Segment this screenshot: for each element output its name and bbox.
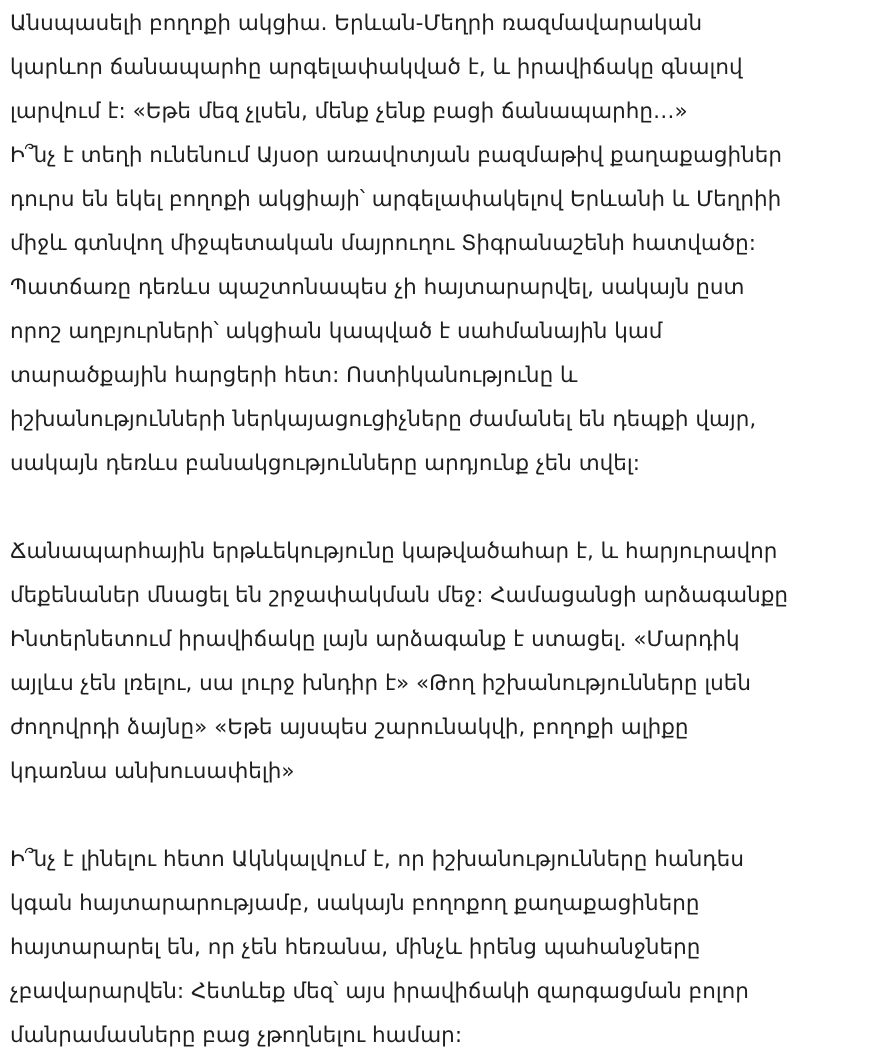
text-line: Ի՞նչ է լինելու հետո Ակնկալվում է, որ իշխանությունները հանդես <box>10 847 744 872</box>
text-line: միջև գտնվող միջպետական մայրուղու Տիգրանաշենի հատվածը: <box>10 231 757 256</box>
text-line: դուրս են եկել բողոքի ակցիայի՝ արգելափակելով Երևանի և Մեղրիի <box>10 187 782 212</box>
text-line: այլևս չեն լռելու, սա լուրջ խնդիր է» «Թող իշխանությունները լսեն <box>10 671 752 696</box>
text-line: կգան հայտարարությամբ, սակայն բողոքող քաղաքացիները <box>10 891 700 916</box>
text-line: ժողովրդի ձայնը» «Եթե այսպես շարունակվի, բողոքի ալիքը <box>10 715 689 740</box>
article-body <box>10 2 872 1058</box>
text-line: Ճանապարհային երթևեկությունը կաթվածահար է, և հարյուրավոր <box>10 539 778 564</box>
text-line: Անսպասելի բողոքի ակցիա. Երևան-Մեղրի ռազմավարական <box>10 11 703 36</box>
paragraph-traffic-reaction <box>10 530 872 794</box>
text-line: որոշ աղբյուրների՝ ակցիան կապված է սահմանային կամ <box>10 319 663 344</box>
text-line: կարևոր ճանապարհը արգելափակված է, և իրավիճակը գնալով <box>10 55 743 80</box>
paragraph-spacer <box>10 794 872 838</box>
text-line: հայտարարել են, որ չեն հեռանա, մինչև իրենց պահանջները <box>10 935 701 960</box>
text-line: սակայն դեռևս բանակցությունները արդյունք չեն տվել: <box>10 451 640 476</box>
text-line: իշխանությունների ներկայացուցիչները ժամանել են դեպքի վայր, <box>10 407 757 432</box>
paragraph-spacer <box>10 486 872 530</box>
text-line: Ինտերնետում իրավիճակը լայն արձագանք է ստացել. «Մարդիկ <box>10 627 740 652</box>
text-line: Պատճառը դեռևս պաշտոնապես չի հայտարարվել, սակայն ըստ <box>10 275 745 300</box>
text-line: կդառնա անխուսափելի» <box>10 759 295 784</box>
paragraph-protest-intro <box>10 2 872 486</box>
text-line: տարածքային հարցերի հետ: Ոստիկանությունը և <box>10 363 578 388</box>
text-line: մանրամասները բաց չթողնելու համար: <box>10 1023 463 1048</box>
paragraph-what-next <box>10 838 872 1058</box>
text-line: մեքենաներ մնացել են շրջափակման մեջ: Համացանցի արձագանքը <box>10 583 789 608</box>
text-line: Ի՞նչ է տեղի ունենում Այսօր առավոտյան բազմաթիվ քաղաքացիներ <box>10 143 783 168</box>
text-line: լարվում է: «Եթե մեզ չլսեն, մենք չենք բացի ճանապարհը…» <box>10 99 688 124</box>
text-line: չբավարարվեն: Հետևեք մեզ՝ այս իրավիճակի զարգացման բոլոր <box>10 979 749 1004</box>
